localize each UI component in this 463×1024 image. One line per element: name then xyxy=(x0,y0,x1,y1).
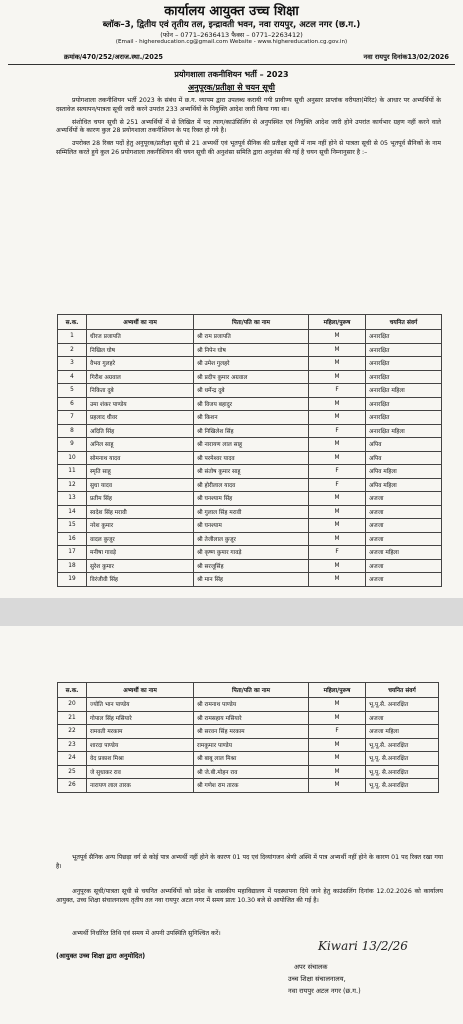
table-header-row xyxy=(58,315,442,330)
table-row xyxy=(58,357,442,371)
vacancy-note: भूतपूर्व सैनिक अन्य पिछड़ा वर्ग से कोई पात्र अभ्यर्थी नहीं होने के कारण 01 पद एवं दिव्यांगजन श्रेणी अस्थि में पात्र अभ्यर्थी नहीं होने के कारण 01 पद रिक्त रखा गया है। xyxy=(56,854,443,870)
cell-gender: M xyxy=(309,370,366,384)
table-row xyxy=(58,492,442,506)
cell-gender: M xyxy=(309,438,366,452)
col-header-father: पिता/पति का नाम xyxy=(194,683,309,698)
table-row xyxy=(58,738,439,752)
cell-candidate-name: गिरीश अग्रवाल xyxy=(87,370,194,384)
cell-gender: M xyxy=(309,711,366,725)
cell-gender: F xyxy=(309,478,366,492)
table-row xyxy=(58,465,442,479)
table-row xyxy=(58,711,439,725)
cell-category: अनारक्षित xyxy=(366,370,442,384)
table-row xyxy=(58,573,442,587)
cell-father-name: श्री रामसहाय मसियारे xyxy=(194,711,309,725)
cell-gender: M xyxy=(309,330,366,344)
cell-gender: M xyxy=(309,779,366,793)
cell-category: अनारक्षित xyxy=(366,343,442,357)
signatory-designation: अपर संचालक xyxy=(294,963,328,971)
cell-category: अजजा xyxy=(366,559,442,573)
cell-category: अजजा xyxy=(366,711,439,725)
selection-table-page-2 xyxy=(57,682,439,793)
cell-gender: M xyxy=(309,738,366,752)
document-page-2 xyxy=(0,626,463,1024)
cell-category: अपिव महिला xyxy=(366,465,442,479)
cell-serial: 19 xyxy=(58,573,87,587)
cell-candidate-name: वेद प्रकाश मिश्रा xyxy=(87,752,194,766)
cell-gender: M xyxy=(309,532,366,546)
cell-father-name: श्री मान सिंह xyxy=(194,573,309,587)
cell-candidate-name: वादल कुजूर xyxy=(87,532,194,546)
col-header-category: चयनित संवर्ग xyxy=(366,683,439,698)
table-row xyxy=(58,532,442,546)
cell-father-name: श्री घनश्याम xyxy=(194,519,309,533)
cell-candidate-name: स्वदेश सिंह मरावी xyxy=(87,505,194,519)
table-row xyxy=(58,765,439,779)
cell-category: भू.पू.सै. अनारक्षित xyxy=(366,738,439,752)
cell-candidate-name: सुधा यादव xyxy=(87,478,194,492)
cell-serial: 18 xyxy=(58,559,87,573)
table-row xyxy=(58,779,439,793)
cell-father-name: श्री गणेश राम तारक xyxy=(194,779,309,793)
cell-candidate-name: सोमनाथ यादव xyxy=(87,451,194,465)
reference-date: नवा रायपुर दिनांक13/02/2026 xyxy=(363,53,449,62)
cell-category: अनारक्षित xyxy=(366,357,442,371)
signatory-location: नवा रायपुर अटल नगर (छ.ग.) xyxy=(288,987,361,995)
cell-father-name: श्री घनश्याम सिंह xyxy=(194,492,309,506)
cell-serial: 8 xyxy=(58,424,87,438)
col-header-serial: स.क. xyxy=(58,683,87,698)
cell-candidate-name: रामवती मरकाम xyxy=(87,725,194,739)
cell-category: अनारक्षित xyxy=(366,397,442,411)
cell-gender: M xyxy=(309,505,366,519)
cell-candidate-name: स्मृति साहू xyxy=(87,465,194,479)
handwritten-signature: Kiwari 13/2/26 xyxy=(318,939,408,953)
cell-gender: M xyxy=(309,519,366,533)
cell-serial: 1 xyxy=(58,330,87,344)
cell-gender: F xyxy=(309,424,366,438)
cell-serial: 23 xyxy=(58,738,87,752)
table-row xyxy=(58,397,442,411)
cell-gender: M xyxy=(309,765,366,779)
cell-gender: M xyxy=(309,397,366,411)
office-address: ब्लॉक–3, द्वितीय एवं तृतीय तल, इन्द्रावती भवन, नवा रायपुर, अटल नगर (छ.ग.) xyxy=(102,20,361,31)
attendance-note: अभ्यर्थी निर्धारित तिथि एवं समय में अपनी उपस्थिति सुनिश्चित करें। xyxy=(72,930,221,937)
cell-serial: 17 xyxy=(58,546,87,560)
cell-candidate-name: मनीषा गावड़े xyxy=(87,546,194,560)
table-row xyxy=(58,478,442,492)
cell-candidate-name: अनिल साहू xyxy=(87,438,194,452)
cell-father-name: श्री संतोष कुमार साहू xyxy=(194,465,309,479)
cell-serial: 21 xyxy=(58,711,87,725)
col-header-serial: स.क. xyxy=(58,315,87,330)
cell-serial: 3 xyxy=(58,357,87,371)
cell-serial: 14 xyxy=(58,505,87,519)
cell-father-name: श्री होरीलाल यादव xyxy=(194,478,309,492)
table-header-row xyxy=(58,683,439,698)
cell-gender: M xyxy=(309,573,366,587)
cell-serial: 26 xyxy=(58,779,87,793)
cell-gender: M xyxy=(309,752,366,766)
approval-note: (आयुक्त उच्च शिक्षा द्वारा अनुमोदित) xyxy=(56,952,146,960)
cell-father-name: रामकुमार पाण्डेय xyxy=(194,738,309,752)
paragraph-2: संशोधित चयन सूची से 251 अभ्यर्थियों में से लिखित में पद त्याग/काउंसिलिंग से अनुपस्थित एवं नियुक्ति आदेश जारी होने उपरांत कार्यभार ग्रहण नहीं करने वाले अभ्यर्थियों के कारण कुल 28 प्रयोगशाला तकनीशियन के पद रिक्त हो गये है। xyxy=(56,118,441,135)
cell-gender: M xyxy=(309,343,366,357)
table-row xyxy=(58,330,442,344)
table-row xyxy=(58,725,439,739)
cell-gender: M xyxy=(309,559,366,573)
cell-serial: 15 xyxy=(58,519,87,533)
cell-category: अजजा xyxy=(366,505,442,519)
cell-father-name: श्री निपेन घोष xyxy=(194,343,309,357)
header-divider xyxy=(8,64,455,65)
cell-serial: 6 xyxy=(58,397,87,411)
cell-father-name: श्री विजय बहादुर xyxy=(194,397,309,411)
cell-gender: M xyxy=(309,698,366,712)
cell-candidate-name: वैभव गुलहरे xyxy=(87,357,194,371)
cell-father-name: श्री सरवन सिंह मरकाम xyxy=(194,725,309,739)
table-row xyxy=(58,424,442,438)
cell-father-name: श्री उमेश गुलहरे xyxy=(194,357,309,371)
cell-serial: 2 xyxy=(58,343,87,357)
letterhead xyxy=(0,0,463,46)
table-row xyxy=(58,546,442,560)
cell-father-name: श्री नारायण लाल साहू xyxy=(194,438,309,452)
cell-candidate-name: नारायण लाल तारक xyxy=(87,779,194,793)
cell-serial: 20 xyxy=(58,698,87,712)
cell-father-name: श्री रामनाथ पाण्डेय xyxy=(194,698,309,712)
cell-father-name: श्री परमेश्वर यादव xyxy=(194,451,309,465)
cell-father-name: श्री बाबू लाल मिश्रा xyxy=(194,752,309,766)
cell-category: अजजा xyxy=(366,532,442,546)
cell-serial: 4 xyxy=(58,370,87,384)
cell-candidate-name: उमा शंकर पाण्डेय xyxy=(87,397,194,411)
cell-category: भू.पू. सै.अनारक्षित xyxy=(366,765,439,779)
cell-category: अनारक्षित xyxy=(366,330,442,344)
selection-table-page-1 xyxy=(57,314,442,587)
cell-candidate-name: विरंजीवी सिंह xyxy=(87,573,194,587)
office-name: कार्यालय आयुक्त उच्च शिक्षा xyxy=(164,4,299,19)
cell-category: अजजा महिला xyxy=(366,546,442,560)
cell-candidate-name: शारदा पाण्डेय xyxy=(87,738,194,752)
col-header-gender: महिला/पुरूष xyxy=(309,315,366,330)
cell-candidate-name: प्रतीम सिंह xyxy=(87,492,194,506)
cell-father-name: श्री किशन xyxy=(194,411,309,425)
cell-serial: 24 xyxy=(58,752,87,766)
cell-gender: F xyxy=(309,546,366,560)
cell-father-name: श्री गुलाल सिंह मरावी xyxy=(194,505,309,519)
cell-gender: M xyxy=(309,492,366,506)
table-row xyxy=(58,519,442,533)
cell-candidate-name: निकिता दुबे xyxy=(87,384,194,398)
cell-gender: M xyxy=(309,411,366,425)
cell-serial: 7 xyxy=(58,411,87,425)
document-title: प्रयोगशाला तकनीशियन भर्ती – 2023 xyxy=(174,70,289,80)
cell-candidate-name: ज्योति भान पाण्डेय xyxy=(87,698,194,712)
cell-father-name: श्री राम प्रजापति xyxy=(194,330,309,344)
cell-candidate-name: निखिल घोष xyxy=(87,343,194,357)
counselling-note: अनुपूरक सूची/पात्रता सूची से चयनित अभ्यर्थियों को प्रदेश के शासकीय महाविद्यालय में पदस्थापना दिये जाने हेतु काउंसलिंग दिनांक 12.02.2026 को कार्यालय आयुक्त, उच्च शिक्षा संचालनालय तृतीय तल नवा रायपुर अटल नगर में समय प्रातः 10.30 बजे से आयोजित की गई है। xyxy=(56,888,443,904)
cell-father-name: श्री निखिलेश सिंह xyxy=(194,424,309,438)
col-header-category: चयनित संवर्ग xyxy=(366,315,442,330)
cell-candidate-name: धीरज प्रजापति xyxy=(87,330,194,344)
cell-category: अजजा xyxy=(366,573,442,587)
cell-serial: 16 xyxy=(58,532,87,546)
col-header-gender: महिला/पुरूष xyxy=(309,683,366,698)
cell-gender: M xyxy=(309,357,366,371)
cell-serial: 11 xyxy=(58,465,87,479)
office-phone: (फोन – 0771–2636413 फैक्स – 0771–2263412) xyxy=(160,30,303,39)
paragraph-1: प्रयोगशाला तकनीशियन भर्ती 2023 के संबंध में छ.ग. व्यापम द्वारा उपलब्ध करायी गयी प्रावीण्य सूची अनुसार प्राप्तांक वरीयता(मेरिट) के आधार पर अभ्यर्थियों के दस्तावेज सत्यापन/पात्रता सूची जारी करने उपरांत 233 अभ्यर्थियों के नियुक्ति आदेश जारी किया गया था। xyxy=(56,97,441,113)
cell-candidate-name: नरेश कुमार xyxy=(87,519,194,533)
col-header-father: पिता/पति का नाम xyxy=(194,315,309,330)
table-row xyxy=(58,505,442,519)
cell-serial: 10 xyxy=(58,451,87,465)
table-row xyxy=(58,384,442,398)
cell-serial: 22 xyxy=(58,725,87,739)
table-row xyxy=(58,752,439,766)
cell-candidate-name: सुरेश कुमार xyxy=(87,559,194,573)
cell-father-name: श्री तेजीलाल कुजूर xyxy=(194,532,309,546)
cell-category: भू.पू. सै.अनारक्षित xyxy=(366,779,439,793)
cell-category: अपिव xyxy=(366,438,442,452)
cell-serial: 13 xyxy=(58,492,87,506)
cell-father-name: श्री कृष्ण कुमार गावड़े xyxy=(194,546,309,560)
cell-serial: 5 xyxy=(58,384,87,398)
cell-candidate-name: जे सुधाकर राव xyxy=(87,765,194,779)
cell-category: भू.पू. सै.अनारक्षित xyxy=(366,752,439,766)
cell-gender: F xyxy=(309,725,366,739)
cell-father-name: श्री प्रदीप कुमार अग्रवाल xyxy=(194,370,309,384)
signatory-office: उच्च शिक्षा संचालनालय, xyxy=(288,975,346,983)
cell-gender: F xyxy=(309,384,366,398)
cell-candidate-name: गोपाल सिंह मसियारे xyxy=(87,711,194,725)
cell-serial: 25 xyxy=(58,765,87,779)
reference-number: क्रमांक/470/252/अराज.स्था./2025 xyxy=(64,53,163,62)
cell-category: अनारक्षित महिला xyxy=(366,384,442,398)
table-row xyxy=(58,411,442,425)
cell-gender: F xyxy=(309,465,366,479)
table-row xyxy=(58,451,442,465)
cell-category: अपिव xyxy=(366,451,442,465)
office-email: (Email - highereducation.cg@gmail.com Website - www.highereducation.cg.gov.in) xyxy=(115,39,348,46)
reference-line xyxy=(0,46,463,61)
cell-serial: 12 xyxy=(58,478,87,492)
table-row xyxy=(58,438,442,452)
col-header-name: अभ्यर्थी का नाम xyxy=(87,683,194,698)
cell-serial: 9 xyxy=(58,438,87,452)
table-row xyxy=(58,559,442,573)
cell-category: अनारक्षित xyxy=(366,411,442,425)
cell-father-name: श्री सरजूसिंह xyxy=(194,559,309,573)
cell-candidate-name: अदिति सिंह xyxy=(87,424,194,438)
document-subtitle: अनुपूरक/प्रतीक्षा से चयन सूची xyxy=(188,83,275,93)
cell-category: अजजा xyxy=(366,519,442,533)
cell-father-name: श्री धर्मेन्द्र दुबे xyxy=(194,384,309,398)
table-row xyxy=(58,343,442,357)
cell-father-name: श्री जे.बी.मोहन राव xyxy=(194,765,309,779)
paragraph-3: उपरोक्त 28 रिक्त पदों हेतु अनुपूरक/प्रतीक्षा सूची से 21 अभ्यर्थी एवं भूतपूर्व सैनिक की प्रतीक्षा सूची में नाम नहीं होने से पात्रता सूची से 05 भूतपूर्व सैनिकों के नाम सम्मिलित करते हुये कुल 26 प्रयोगशाला तकनीशियन की चयन सूची की अनुशंसा समिति द्वारा अनुशंसा की गई है चयन सूची निम्नानुसार है :– xyxy=(56,140,441,157)
cell-category: भू.पू.सै. अनारक्षित xyxy=(366,698,439,712)
cell-category: अपिव महिला xyxy=(366,478,442,492)
table-row xyxy=(58,370,442,384)
table-row xyxy=(58,698,439,712)
cell-category: अजजा महिला xyxy=(366,725,439,739)
cell-candidate-name: प्रहलाद धीवर xyxy=(87,411,194,425)
cell-category: अनारक्षित महिला xyxy=(366,424,442,438)
col-header-name: अभ्यर्थी का नाम xyxy=(87,315,194,330)
cell-category: अजजा xyxy=(366,492,442,506)
cell-gender: M xyxy=(309,451,366,465)
